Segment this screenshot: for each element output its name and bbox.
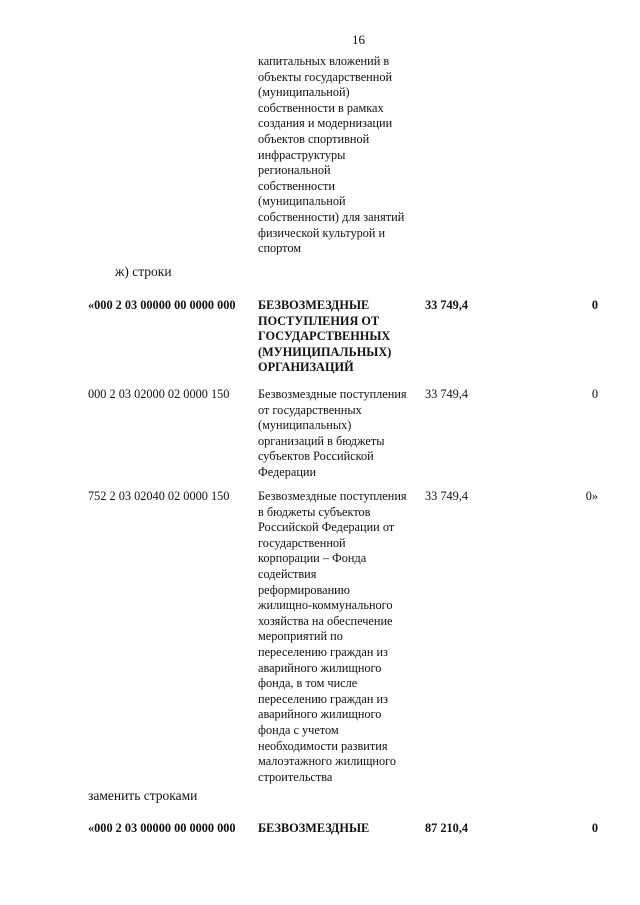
text-line: БЕЗВОЗМЕЗДНЫЕ xyxy=(258,298,370,312)
row-code: «000 2 03 00000 00 0000 000 xyxy=(88,821,236,835)
text-line: капитальных вложений в xyxy=(258,54,390,68)
row-amount: 33 749,4 xyxy=(425,489,469,503)
text-line: региональной xyxy=(258,163,331,178)
text-line: собственности в рамках xyxy=(258,100,384,115)
row-code: 752 2 03 02040 02 0000 150 xyxy=(88,489,230,503)
section-label: ж) строки xyxy=(115,264,172,279)
text-line: (МУНИЦИПАЛЬНЫХ) xyxy=(258,344,392,359)
text-line: переселению граждан из xyxy=(258,644,388,659)
text-line: субъектов Российской xyxy=(258,449,374,464)
text-line: Безвозмездные поступления xyxy=(258,489,407,503)
text-line: малоэтажного жилищного xyxy=(258,754,397,769)
text-line: Федерации xyxy=(258,464,317,479)
text-line: хозяйства на обеспечение xyxy=(258,613,393,628)
row-code: «000 2 03 00000 00 0000 000 xyxy=(88,298,236,312)
text-line: содействия xyxy=(258,566,317,581)
row-description xyxy=(258,387,423,481)
text-line: государственной xyxy=(258,535,346,550)
text-line: в бюджеты субъектов xyxy=(258,504,371,519)
text-line: жилищно-коммунального xyxy=(258,598,393,613)
row-amount: 33 749,4 xyxy=(425,387,469,401)
text-line: ПОСТУПЛЕНИЯ ОТ xyxy=(258,313,380,328)
text-line: фонда с учетом xyxy=(258,722,339,737)
text-line: собственности xyxy=(258,178,335,193)
text-line: инфраструктуры xyxy=(258,147,346,162)
row-description xyxy=(258,821,423,837)
text-line: создания и модернизации xyxy=(258,116,393,131)
row-amount: 33 749,4 xyxy=(425,298,469,312)
text-line: объектов спортивной xyxy=(258,131,370,146)
text-line: аварийного жилищного xyxy=(258,707,382,722)
text-line: (муниципальной) xyxy=(258,85,350,100)
row-amount: 87 210,4 xyxy=(425,821,469,835)
replace-label: заменить строками xyxy=(88,788,198,803)
text-line: фонда, в том числе xyxy=(258,676,358,691)
row-value: 0 xyxy=(591,821,598,835)
text-line: необходимости развития xyxy=(258,738,388,753)
page-number: 16 xyxy=(352,32,365,47)
row-description xyxy=(258,489,423,785)
text-line: от государственных xyxy=(258,402,362,417)
text-line: физической культурой и xyxy=(258,225,386,240)
continuation-description xyxy=(258,54,404,257)
text-line: (муниципальных) xyxy=(258,418,352,433)
text-line: ОРГАНИЗАЦИЙ xyxy=(258,360,354,375)
row-value: 0 xyxy=(591,298,598,312)
text-line: (муниципальной xyxy=(258,194,346,209)
text-line: строительства xyxy=(258,769,333,784)
text-line: переселению граждан из xyxy=(258,691,388,706)
row-description xyxy=(258,298,423,376)
text-line: корпорации – Фонда xyxy=(258,551,367,566)
row-value: 0 xyxy=(591,387,598,401)
text-line: спортом xyxy=(258,241,302,256)
text-line: Российской Федерации от xyxy=(258,520,395,535)
text-line: объекты государственной xyxy=(258,69,393,84)
text-line: Безвозмездные поступления xyxy=(258,387,407,401)
text-line: аварийного жилищного xyxy=(258,660,382,675)
text-line: БЕЗВОЗМЕЗДНЫЕ xyxy=(258,821,370,835)
row-value: 0» xyxy=(585,489,598,503)
text-line: организаций в бюджеты xyxy=(258,433,385,448)
text-line: собственности) для занятий xyxy=(258,209,405,224)
text-line: реформированию xyxy=(258,582,350,597)
row-code: 000 2 03 02000 02 0000 150 xyxy=(88,387,230,401)
text-line: мероприятий по xyxy=(258,629,343,644)
text-line: ГОСУДАРСТВЕННЫХ xyxy=(258,329,391,344)
